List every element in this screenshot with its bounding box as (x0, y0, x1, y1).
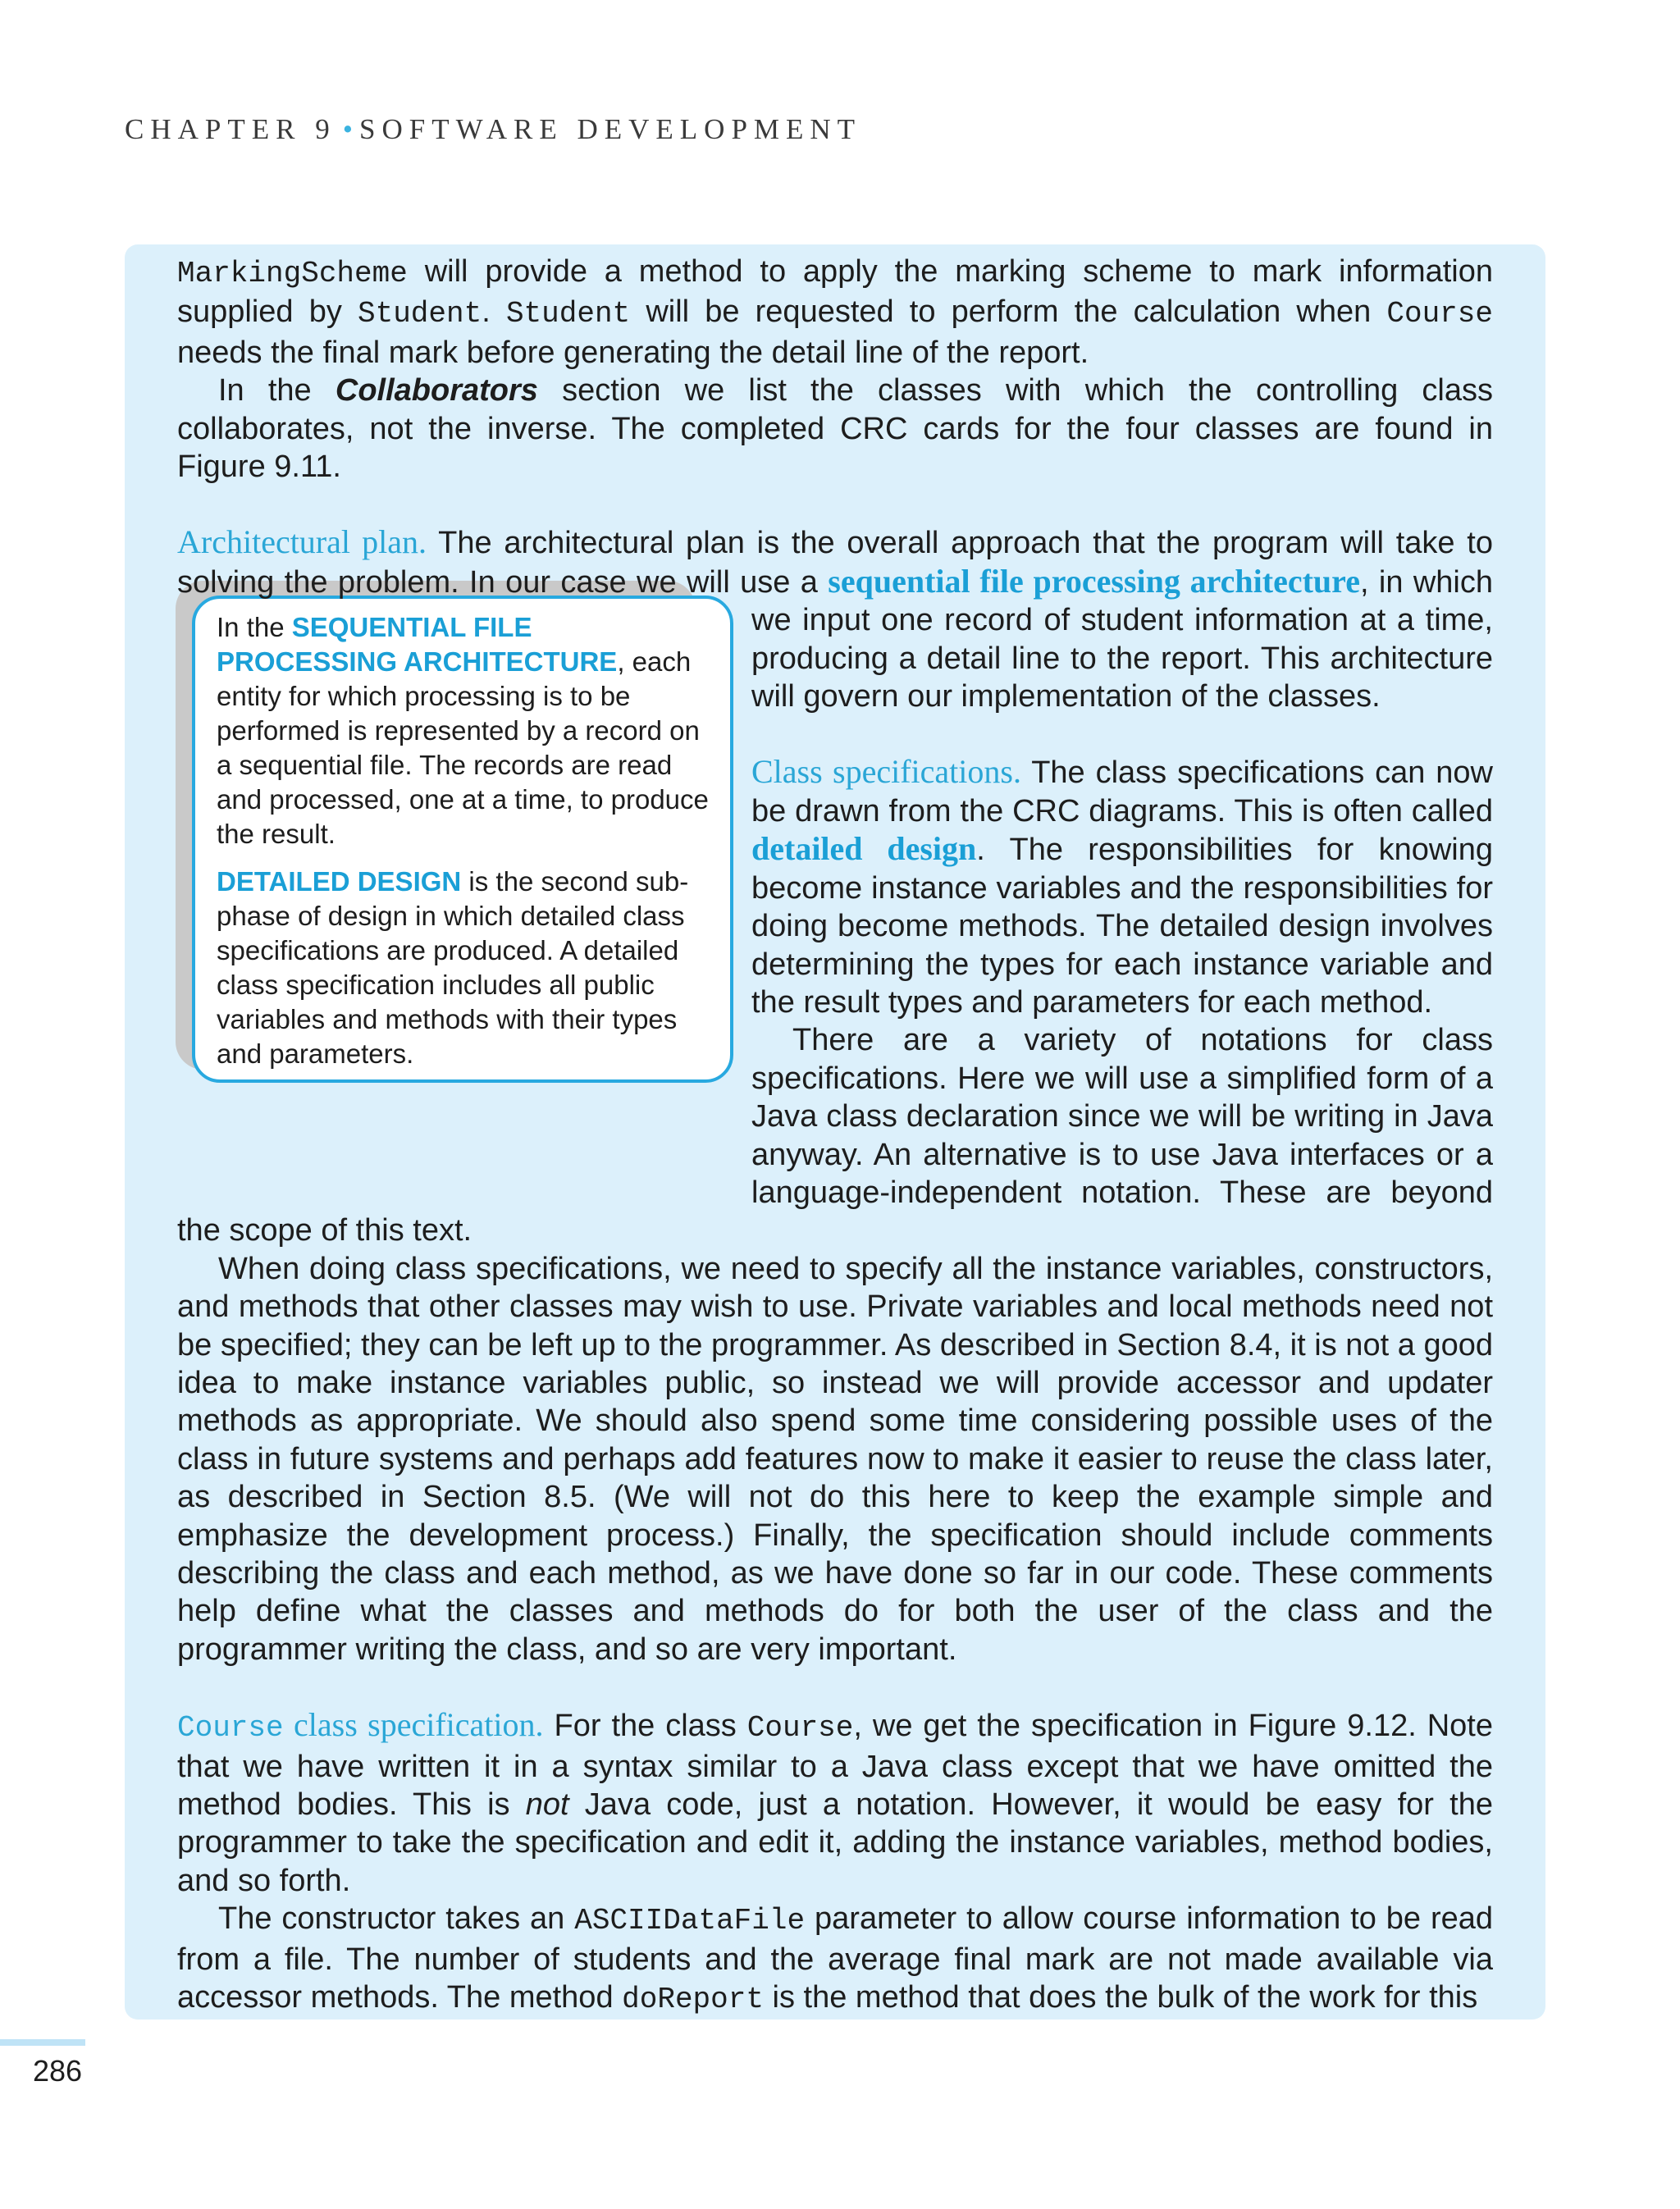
running-head (125, 113, 861, 146)
paragraph-constructor: The constructor takes an ASCIIDataFile parameter to allow course information to be read from a file. The number of students and the average final mark are not made available via accessor methods. The method doReport is the method that does the bulk of the work for this (177, 1901, 1494, 2017)
chapter-title: SOFTWARE DEVELOPMENT (358, 113, 862, 145)
body-text (177, 253, 1493, 2019)
definition-sequential-file: In the SEQUENTIAL FILE PROCESSING ARCHITECTURE, each entity for which processing is to be performed is represented by a record on a sequential file. The records are read and processed, one at a time, to produce the result. (217, 612, 709, 849)
section-heading-architectural-plan: Architectural plan. (177, 523, 427, 561)
page-number: 286 (33, 2054, 83, 2088)
paragraph-collaborators: In the Collaborators section we list the classes with which the controlling class collaborates, not the inverse. The completed CRC cards for the four classes are found in Figure 9.11. (177, 373, 1493, 485)
paragraph-course-specification: Course class specification. For the class Course, we get the specification in Figure 9.12. Note that we have written it in a syntax similar to a Java class except that we have omitted the method bodies. This is not Java code, just a notation. However, it would be easy for the programmer to take the specification and edit it, adding the instance variables, method bodies, and so forth. (177, 1706, 1493, 1898)
chapter-label: CHAPTER 9 (125, 113, 336, 145)
paragraph-doing-specifications: When doing class specifications, we need to specify all the instance variables, constructors, and methods that other classes may wish to use. Private variables and local methods need not be specified; they can be left up to the programmer. As described in Section 8.4, it is not a good idea to make instance variables public, so instead we will provide accessor and updater methods as appropriate. We should also spend some time considering possible uses of the class in future systems and perhaps add features now to make it easier to reuse the class later, as described in Section 8.5. (We will not do this here to keep the example simple and emphasize the development process.) Finally, the specification should include comments describing the class and each method, as we have done so far in our code. These comments help define what the classes and methods do for both the user of the class and the programmer writing the class, and so are very important. (177, 1251, 1493, 1667)
separator-dot: • (342, 113, 353, 145)
side-term-detailed: DETAILED DESIGN (217, 866, 462, 897)
paragraph-architectural-plan: Architectural plan. The architectural plan is the overall approach that the program will take to solving the problem. In our case we will use a sequential file processing architecture , in which we input one record of student information at a time, producing a detail line to the report. This architecture will govern our implementation of the classes. (177, 523, 1493, 714)
section-heading-course-specification: Course class specification. (177, 1706, 544, 1746)
paragraph-marking-scheme: MarkingScheme will provide a method to apply the marking scheme to mark information supplied by Student. Student will be requested to perform the calculation when Course needs the final mark before generating the detail line of the report. (177, 254, 1493, 370)
key-term-sequential: sequential file processing architecture (828, 562, 1360, 600)
side-term-sequential: SEQUENTIAL FILE PROCESSING ARCHITECTURE (217, 612, 618, 677)
definition-detailed-design: DETAILED DESIGN is the second sub-phase of design in which detailed class specifications are produced. A detailed class specification includes all public variables and methods with their types and parameters. (217, 866, 689, 1069)
section-heading-class-specifications: Class specifications. (751, 753, 1021, 791)
key-term-detailed-design: detailed design (751, 830, 977, 868)
paragraph-class-specifications: Class specifications. The class specifications can now be drawn from the CRC diagrams. This is often called detailed design. The responsibilities for knowing become instance variables and the responsibilities for doing become methods. The detailed design involves determining the types for each instance variable and the result types and parameters for each method. (751, 753, 1493, 1020)
paragraph-notations: There are a variety of notations for class specifications. Here we will use a simplified form of a Java class declaration since we will be writing in Java anyway. An alternative is to use Java interfaces or a language-independent notation. These are beyond the scope of this text. (177, 1023, 1493, 1248)
page-number-rule (0, 2039, 85, 2046)
